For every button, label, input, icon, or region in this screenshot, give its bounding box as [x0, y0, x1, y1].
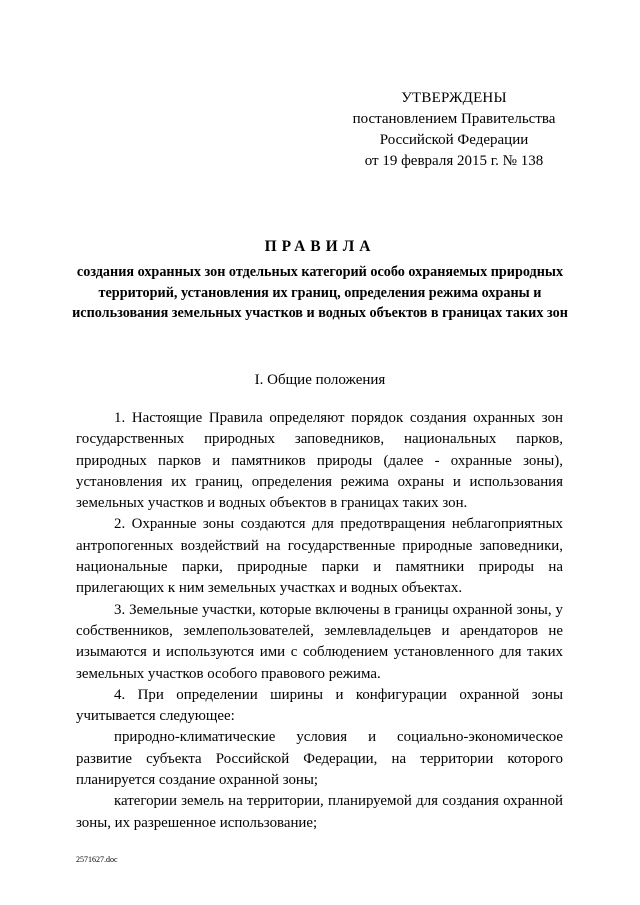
- section-heading: I. Общие положения: [254, 372, 386, 388]
- paragraph: 1. Настоящие Правила определяют порядок создания охранных зон государственных природных заповедников, национальных парков, природных парков и памятников природы (далее - охранные зоны), установления их границ, определения режима охраны и использования земельных участков и водных объектов в границах таких зон.: [76, 410, 563, 512]
- document-subtitle: создания охранных зон отдельных категорий особо охраняемых природных территорий, установления их границ, определения режима охраны и использования земельных участков и водных объектов в границах таких зон: [72, 264, 568, 321]
- paragraph: 4. При определении ширины и конфигурации охранной зоны учитывается следующее:: [76, 686, 563, 725]
- paragraph: категории земель на территории, планируемой для создания охранной зоны, их разрешенное использование;: [76, 793, 563, 831]
- paragraph: природно-климатические условия и социально-экономическое развитие субъекта Российской Федерации, на территории которого планируется создание охранной зоны;: [76, 729, 563, 789]
- paragraph: 2. Охранные зоны создаются для предотвращения неблагоприятных антропогенных воздействий на государственные природные заповедники, национальные парки, природные парки и памятники природы на прилегающих к ним земельных участках и водных объектах.: [76, 516, 563, 597]
- approval-line-1: постановлением Правительства: [352, 111, 556, 127]
- document-body: [76, 408, 563, 834]
- approval-block: [330, 88, 578, 172]
- document-title: ПРАВИЛА: [264, 238, 376, 255]
- file-name-footer: 2571627.doc: [76, 855, 118, 864]
- approval-line-3: от 19 февраля 2015 г. № 138: [364, 153, 544, 169]
- approval-heading: УТВЕРЖДЕНЫ: [401, 90, 507, 106]
- approval-line-2: Российской Федерации: [379, 132, 529, 148]
- paragraph: 3. Земельные участки, которые включены в границы охранной зоны, у собственников, землепользователей, землевладельцев и арендаторов не изымаются и используются ими с соблюдением установленного для таких земельных участков особого правового режима.: [76, 601, 563, 682]
